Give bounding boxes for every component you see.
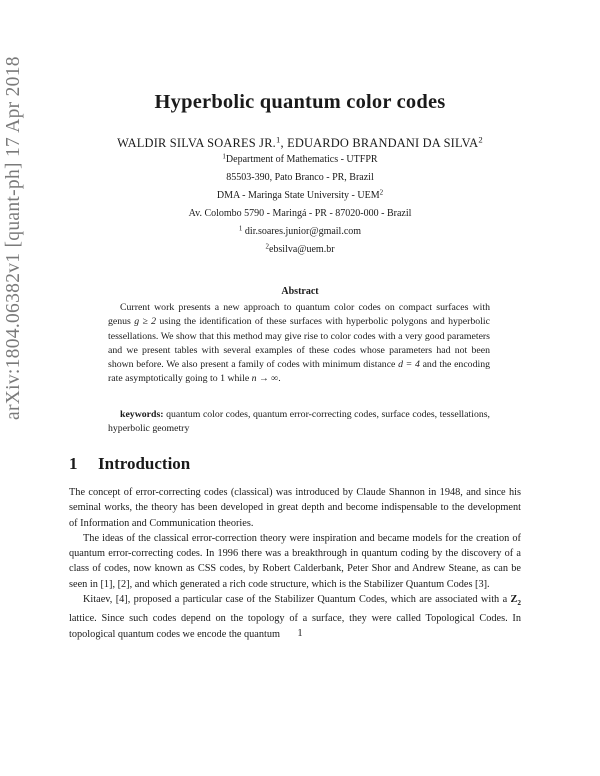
abstract-math: n → ∞ bbox=[251, 373, 279, 385]
paper-title: Hyperbolic quantum color codes bbox=[154, 91, 446, 113]
paragraph: The ideas of the classical error-correction theory were inspiration and became models for the creation of quantum error-correcting codes. In 1996 there was a breakthrough in quantum coding by the discovery of a class of codes, now known as CSS codes, by Robert Calderbank, Peter Shor and Andrew Steane, as can be seen in [1], [2], and which generated a rich code structure, which is the Stabilizer Quantum Codes [3]. bbox=[69, 532, 521, 590]
abstract-part: using the identification of these surfaces with hyperbolic polygons and hyperbolic tessellations. We show that this method may give rise to color codes with a very good parameters and we present tables with several examples of these codes whose parameters had not been shown before. We also present a family of codes with minimum distance bbox=[108, 316, 490, 371]
affiliation-text: Department of Mathematics - UTFPR bbox=[225, 154, 378, 165]
section-number: 1 bbox=[69, 454, 78, 473]
paragraph-part: Kitaev, [4], proposed a particular case of the Stabilizer Quantum Codes, which are associated with a bbox=[83, 594, 511, 606]
paragraph: The concept of error-correcting codes (classical) was introduced by Claude Shannon in 1948, and since his seminal works, the theory has been developed in great depth and become indispensable to the development of Information and Communication theories. bbox=[69, 487, 521, 529]
abstract-math: g ≥ 2 bbox=[134, 316, 157, 328]
keywords bbox=[108, 408, 490, 437]
author-2-mark: 2 bbox=[478, 134, 483, 145]
abstract-math: d = 4 bbox=[398, 359, 420, 371]
email-line-2 bbox=[0, 244, 600, 255]
affiliation-line-4: Av. Colombo 5790 - Maringá - PR - 87020-000 - Brazil bbox=[188, 208, 412, 219]
abstract-part: and the encoding rate asymptotically going to 1 while bbox=[108, 359, 490, 385]
author-separator: , bbox=[280, 136, 288, 150]
affiliation-line-2: 85503-390, Pato Branco - PR, Brazil bbox=[226, 172, 374, 183]
affiliation-text: DMA - Maringa State University - UEM bbox=[216, 190, 380, 201]
author-line bbox=[0, 136, 600, 151]
keywords-text: quantum color codes, quantum error-correcting codes, surface codes, tessellations, hyperbolic geometry bbox=[108, 409, 490, 435]
section-title: Introduction bbox=[98, 454, 191, 473]
page-number: 1 bbox=[297, 628, 303, 639]
affiliation-line-3 bbox=[0, 190, 600, 201]
abstract-heading: Abstract bbox=[281, 286, 319, 297]
affiliation-line-1 bbox=[0, 154, 600, 165]
email-address: ebsilva@uem.br bbox=[268, 244, 335, 255]
affiliation-mark: 2 bbox=[379, 188, 384, 197]
body-text bbox=[69, 485, 521, 642]
affiliation-mark: 1 bbox=[222, 152, 226, 161]
abstract-part: Current work presents a new approach to quantum color codes on compact surfaces with genus bbox=[108, 302, 490, 328]
paragraph-part: lattice. Since such codes depend on the topology of a surface, they were called Topological Codes. In topological quantum codes we encode the quantum bbox=[69, 613, 521, 640]
abstract-text bbox=[108, 301, 490, 387]
author-2: EDUARDO BRANDANI DA SILVA bbox=[287, 136, 479, 150]
arxiv-identifier: arXiv:1804.06382v1 [quant-ph] 17 Apr 2018 bbox=[3, 56, 24, 420]
lattice-subscript: 2 bbox=[517, 599, 521, 608]
author-1-mark: 1 bbox=[275, 134, 281, 145]
abstract-part: . bbox=[278, 373, 281, 385]
email-address: dir.soares.junior@gmail.com bbox=[244, 226, 362, 237]
lattice-symbol bbox=[510, 594, 521, 608]
email-line-1 bbox=[0, 226, 600, 237]
keywords-label: keywords: bbox=[120, 409, 164, 420]
email-mark: 2 bbox=[265, 242, 269, 251]
section-heading bbox=[69, 454, 190, 474]
author-1: WALDIR SILVA SOARES JR. bbox=[117, 136, 276, 150]
lattice-letter: Z bbox=[510, 594, 518, 606]
email-mark: 1 bbox=[238, 224, 243, 233]
